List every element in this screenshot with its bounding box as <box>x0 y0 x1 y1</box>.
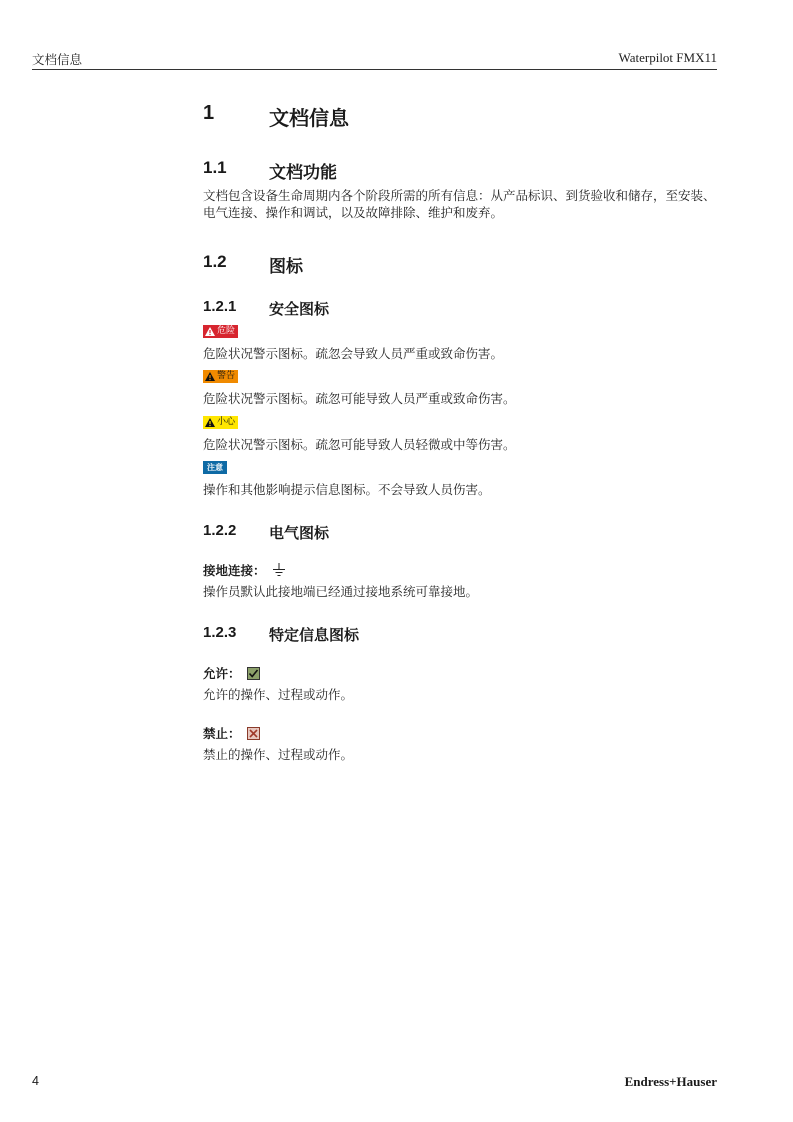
caution-label: 小心 <box>217 417 236 427</box>
ground-description: 操作员默认此接地端已经通过接地系统可靠接地。 <box>203 584 479 599</box>
heading-number: 1.2 <box>203 252 227 271</box>
danger-badge <box>203 325 238 338</box>
forbidden-label-line <box>203 724 260 742</box>
brand-name: Endress+Hauser <box>624 1074 717 1089</box>
caution-description: 危险状况警示图标。疏忽可能导致人员轻微或中等伤害。 <box>203 437 516 452</box>
heading-number: 1.1 <box>203 158 227 177</box>
heading-title: 特定信息图标 <box>269 626 360 644</box>
allowed-label: 允许： <box>203 666 241 681</box>
ground-icon <box>272 563 286 577</box>
warning-triangle-icon <box>205 418 215 427</box>
notice-label: 注意 <box>207 463 223 472</box>
warning-badge <box>203 370 238 383</box>
warning-description: 危险状况警示图标。疏忽可能导致人员严重或致命伤害。 <box>203 391 516 406</box>
heading-title: 文档功能 <box>269 163 337 183</box>
heading-title: 图标 <box>269 257 303 277</box>
heading-number: 1 <box>203 102 215 124</box>
ground-label-line <box>203 561 286 579</box>
header-product-name: Waterpilot FMX11 <box>618 50 717 65</box>
caution-badge <box>203 416 238 429</box>
allowed-label-line <box>203 664 260 682</box>
cross-box-icon <box>247 727 260 740</box>
document-function-paragraph: 文档包含设备生命周期内各个阶段所需的所有信息：从产品标识、到货验收和储存，至安装、电气连接、操作和调试，以及故障排除、维护和废弃。 <box>203 188 716 220</box>
warning-label: 警告 <box>217 371 236 381</box>
heading-number: 1.2.2 <box>203 522 237 539</box>
running-header <box>32 48 717 70</box>
notice-badge <box>203 461 227 474</box>
page-number: 4 <box>32 1074 39 1088</box>
header-section-title: 文档信息 <box>32 52 83 67</box>
heading-number: 1.2.1 <box>203 298 237 315</box>
heading-title: 安全图标 <box>269 300 330 318</box>
check-box-icon <box>247 667 260 680</box>
heading-title: 电气图标 <box>269 524 330 542</box>
heading-number: 1.2.3 <box>203 624 237 641</box>
heading-title: 文档信息 <box>269 106 349 130</box>
danger-description: 危险状况警示图标。疏忽会导致人员严重或致命伤害。 <box>203 346 504 361</box>
forbidden-label: 禁止： <box>203 726 241 741</box>
ground-label: 接地连接： <box>203 563 266 578</box>
warning-triangle-icon <box>205 372 215 381</box>
warning-triangle-icon <box>205 327 215 336</box>
notice-description: 操作和其他影响提示信息图标。不会导致人员伤害。 <box>203 482 491 497</box>
danger-label: 危险 <box>217 326 236 336</box>
forbidden-description: 禁止的操作、过程或动作。 <box>203 747 354 762</box>
allowed-description: 允许的操作、过程或动作。 <box>203 687 354 702</box>
